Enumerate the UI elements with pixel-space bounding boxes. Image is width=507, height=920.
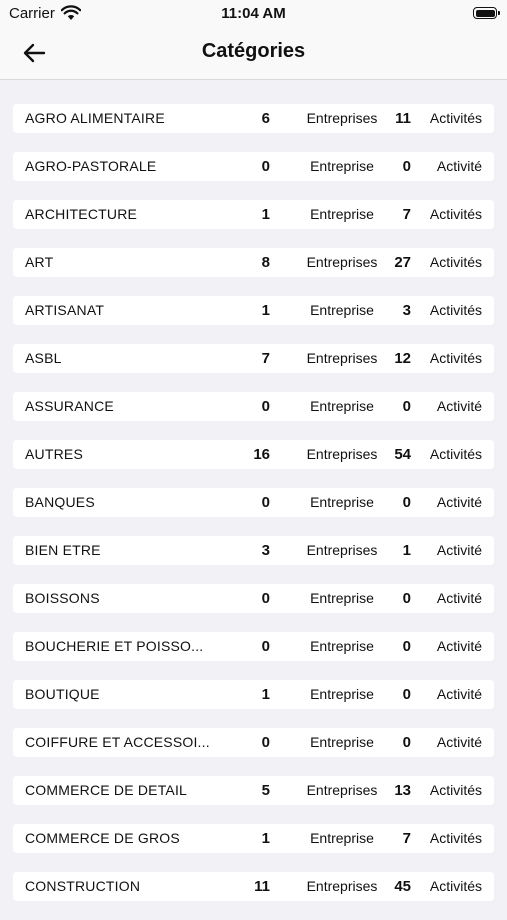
category-name: BIEN ETRE (25, 542, 101, 558)
battery-icon (473, 7, 497, 19)
clock: 11:04 AM (221, 5, 286, 22)
category-row[interactable] (13, 680, 494, 709)
category-row[interactable] (13, 440, 494, 469)
category-row[interactable] (13, 776, 494, 805)
category-row[interactable] (13, 152, 494, 181)
entreprises-count: 0 (261, 638, 270, 655)
activites-label: Activité (436, 638, 482, 654)
activites-count: 0 (402, 686, 411, 703)
activites-label: Activités (429, 878, 482, 894)
activites-count: 0 (402, 638, 411, 655)
entreprises-label: Entreprise (310, 302, 374, 318)
entreprises-label: Entreprises (306, 110, 378, 126)
navigation-bar (0, 28, 507, 80)
entreprises-count: 16 (253, 446, 270, 463)
category-name: ARCHITECTURE (25, 206, 138, 222)
entreprises-label: Entreprises (306, 350, 378, 366)
entreprises-label: Entreprise (310, 398, 374, 414)
activites-count: 3 (402, 302, 411, 319)
page-title: Catégories (201, 40, 306, 62)
entreprises-label: Entreprise (310, 206, 374, 222)
activites-label: Activités (429, 830, 482, 846)
entreprises-count: 8 (261, 254, 270, 271)
category-row[interactable] (13, 632, 494, 661)
entreprises-label: Entreprises (306, 782, 378, 798)
category-row[interactable] (13, 392, 494, 421)
category-name: AGRO-PASTORALE (25, 158, 157, 174)
entreprises-count: 0 (261, 734, 270, 751)
category-row[interactable] (13, 584, 494, 613)
category-name: AGRO ALIMENTAIRE (25, 110, 165, 126)
category-row[interactable] (13, 344, 494, 373)
category-name: ART (25, 254, 54, 270)
category-name: BOISSONS (25, 590, 100, 606)
category-row[interactable] (13, 824, 494, 853)
category-row[interactable] (13, 872, 494, 901)
status-bar (0, 0, 507, 28)
entreprises-label: Entreprise (310, 590, 374, 606)
activites-label: Activités (429, 254, 482, 270)
entreprises-count: 0 (261, 158, 270, 175)
entreprises-label: Entreprise (310, 638, 374, 654)
activites-count: 45 (394, 878, 411, 895)
carrier-label: Carrier (9, 5, 55, 22)
entreprises-label: Entreprises (306, 446, 378, 462)
activites-label: Activités (429, 782, 482, 798)
activites-label: Activité (436, 590, 482, 606)
category-name: CONSTRUCTION (25, 878, 141, 894)
category-name: ASBL (25, 350, 62, 366)
entreprises-count: 11 (254, 878, 270, 895)
activites-label: Activités (429, 110, 482, 126)
category-name: COIFFURE ET ACCESSOI... (25, 734, 210, 750)
activites-label: Activités (429, 446, 482, 462)
entreprises-label: Entreprise (310, 494, 374, 510)
activites-count: 1 (402, 542, 411, 559)
entreprises-label: Entreprise (310, 686, 374, 702)
activites-label: Activité (436, 398, 482, 414)
category-row[interactable] (13, 248, 494, 277)
entreprises-label: Entreprise (310, 734, 374, 750)
entreprises-count: 7 (261, 350, 270, 367)
entreprises-count: 0 (261, 398, 270, 415)
category-row[interactable] (13, 728, 494, 757)
entreprises-count: 0 (261, 590, 270, 607)
entreprises-count: 1 (261, 830, 270, 847)
activites-label: Activité (436, 494, 482, 510)
category-name: COMMERCE DE GROS (25, 830, 180, 846)
activites-count: 54 (394, 446, 411, 463)
entreprises-count: 1 (261, 206, 270, 223)
activites-count: 7 (402, 830, 411, 847)
category-name: ASSURANCE (25, 398, 114, 414)
activites-count: 0 (402, 734, 411, 751)
entreprises-count: 5 (261, 782, 270, 799)
category-name: COMMERCE DE DETAIL (25, 782, 188, 798)
activites-label: Activité (436, 542, 482, 558)
activites-count: 0 (402, 398, 411, 415)
activites-label: Activités (429, 302, 482, 318)
activites-count: 0 (402, 158, 411, 175)
category-name: BOUTIQUE (25, 686, 100, 702)
category-row[interactable] (13, 536, 494, 565)
category-row[interactable] (13, 296, 494, 325)
activites-count: 27 (394, 254, 411, 271)
activites-count: 7 (402, 206, 411, 223)
activites-count: 11 (395, 110, 411, 127)
activites-count: 13 (394, 782, 411, 799)
entreprises-label: Entreprise (310, 830, 374, 846)
entreprises-count: 6 (261, 110, 270, 127)
entreprises-count: 1 (261, 302, 270, 319)
activites-count: 0 (402, 494, 411, 511)
category-name: BANQUES (25, 494, 95, 510)
activites-count: 12 (394, 350, 411, 367)
entreprises-label: Entreprise (310, 158, 374, 174)
activites-label: Activité (436, 686, 482, 702)
activites-label: Activité (436, 158, 482, 174)
activites-count: 0 (402, 590, 411, 607)
entreprises-label: Entreprises (306, 542, 378, 558)
entreprises-count: 0 (261, 494, 270, 511)
category-name: BOUCHERIE ET POISSO... (25, 638, 204, 654)
entreprises-count: 3 (261, 542, 270, 559)
category-row[interactable] (13, 104, 494, 133)
activites-label: Activités (429, 206, 482, 222)
category-row[interactable] (13, 200, 494, 229)
category-row[interactable] (13, 488, 494, 517)
entreprises-label: Entreprises (306, 878, 378, 894)
entreprises-label: Entreprises (306, 254, 378, 270)
category-name: AUTRES (25, 446, 83, 462)
activites-label: Activités (429, 350, 482, 366)
category-name: ARTISANAT (25, 302, 105, 318)
activites-label: Activité (436, 734, 482, 750)
category-list (0, 104, 507, 920)
entreprises-count: 1 (261, 686, 270, 703)
